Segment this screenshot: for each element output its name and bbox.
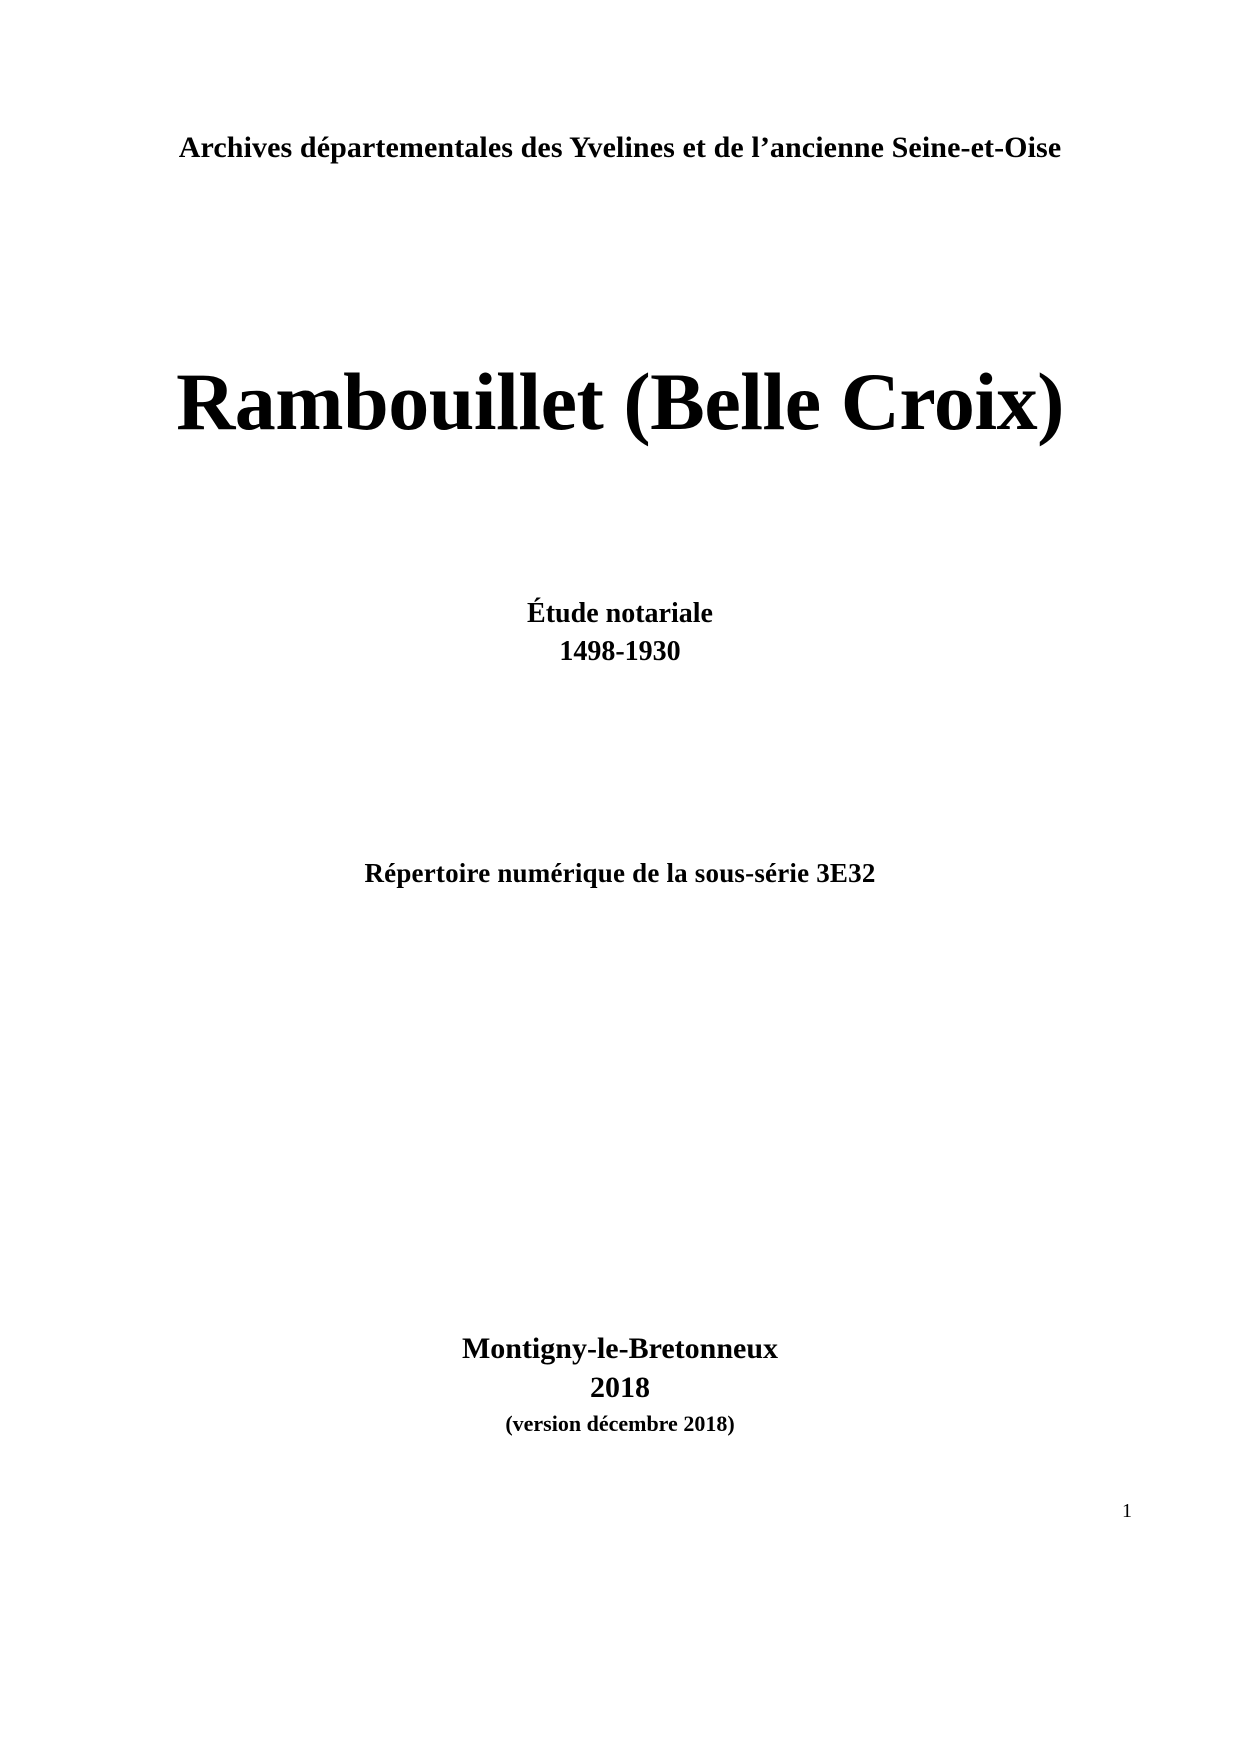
page-title: Rambouillet (Belle Croix) [176, 356, 1064, 447]
series-reference: Répertoire numérique de la sous-série 3E32 [364, 858, 876, 888]
imprint-city: Montigny-le-Bretonneux [461, 1332, 779, 1365]
imprint-version: (version décembre 2018) [505, 1410, 735, 1436]
imprint-block [170, 1330, 1070, 1439]
institution-heading: Archives départementales des Yvelines et de l’ancienne Seine-et-Oise [178, 131, 1062, 164]
subtitle: Étude notariale [527, 598, 713, 629]
imprint-year: 2018 [590, 1370, 650, 1404]
subtitle-block [170, 595, 1070, 671]
page-number: 1 [1122, 1500, 1132, 1522]
date-range: 1498-1930 [559, 635, 681, 667]
